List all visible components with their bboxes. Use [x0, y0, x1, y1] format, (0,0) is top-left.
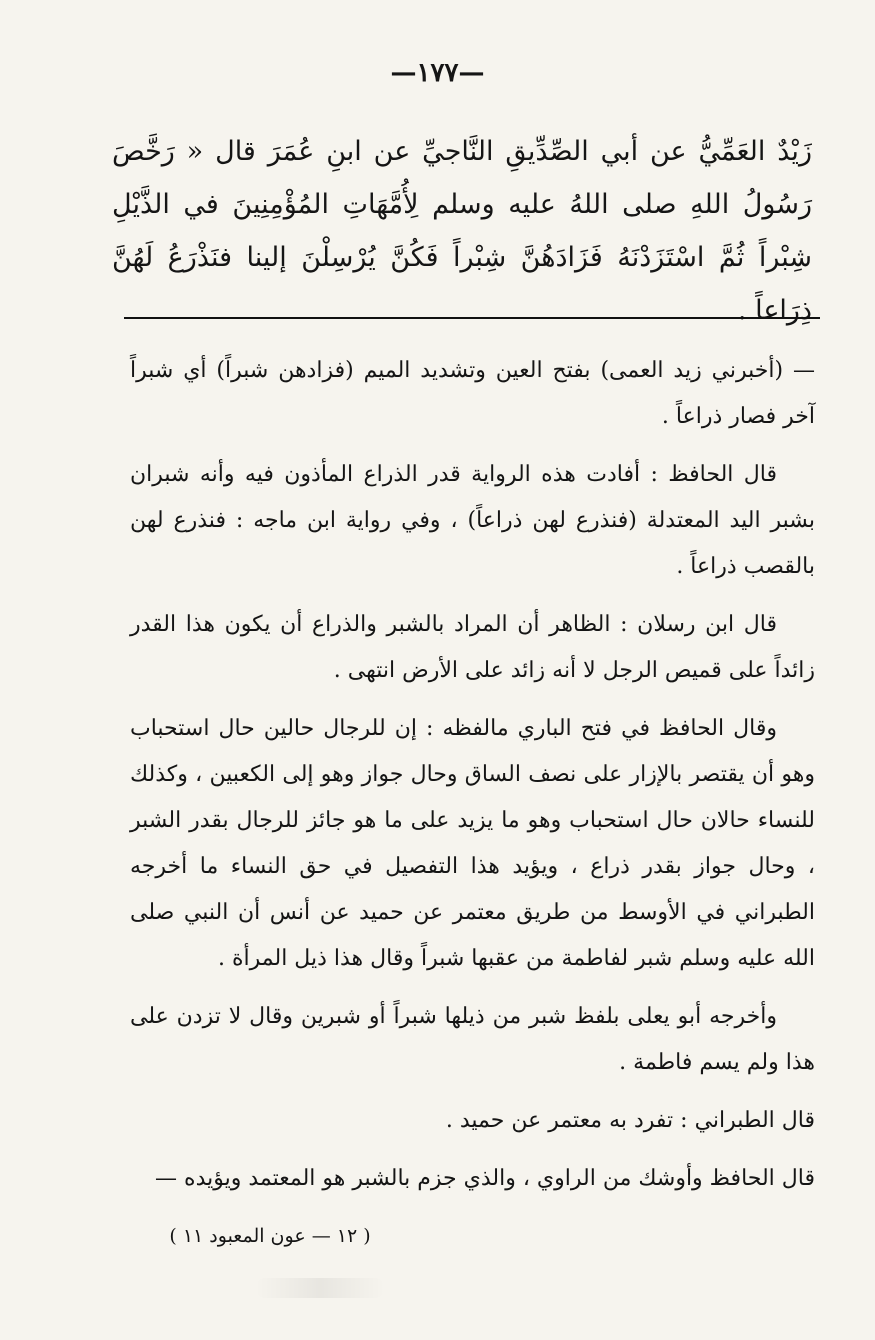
page-number: —١٧٧—	[390, 58, 485, 88]
hadith-text-block	[112, 125, 812, 337]
section-divider	[124, 317, 820, 319]
scan-smudge	[255, 1278, 385, 1298]
signature-mark: ( ١٢ — عون المعبود ١١ )	[169, 1225, 371, 1247]
commentary-paragraph: قال الحافظ وأوشك من الراوي ، والذي جزم بالشبر هو المعتمد ويؤيده —	[155, 1166, 815, 1191]
commentary-paragraph: وأخرجه أبو يعلى بلفظ شبر من ذيلها شبراً أو شبرين وقال لا تزدن على هذا ولم يسم فاطمة .	[130, 1004, 815, 1075]
commentary-block	[130, 348, 815, 1202]
commentary-paragraph: قال ابن رسلان : الظاهر أن المراد بالشبر والذراع أن يكون هذا القدر زائداً على قميص الرجل لا أنه زائد على الأرض انتهى .	[130, 612, 815, 683]
commentary-paragraph: وقال الحافظ في فتح الباري مالفظه : إن للرجال حالين حال استحباب وهو أن يقتصر بالإزار على نصف الساق وحال جواز وهو إلى الكعبين ، وكذلك للنساء حالان حال استحباب وهو ما يزيد على ما هو جائز للرجال بقدر الشبر ، وحال جواز بقدر ذراع ، ويؤيد هذا التفصيل في حق النساء ما أخرجه الطبراني في الأوسط من طريق معتمر عن حميد عن أنس أن النبي صلى الله عليه وسلم شبر لفاطمة من عقبها شبراً وقال هذا ذيل المرأة .	[130, 716, 815, 971]
commentary-paragraph: قال الحافظ : أفادت هذه الرواية قدر الذراع المأذون فيه وأنه شبران بشبر اليد المعتدلة (فنذرع لهن ذراعاً) ، وفي رواية ابن ماجه : فنذرع لهن بالقصب ذراعاً .	[130, 462, 815, 579]
commentary-paragraph: قال الطبراني : تفرد به معتمر عن حميد .	[445, 1108, 815, 1133]
commentary-paragraph: — (أخبرني زيد العمى) بفتح العين وتشديد الميم (فزادهن شبراً) أي شبراً آخر فصار ذراعاً .	[130, 358, 815, 429]
hadith-text: زَيْدٌ العَمِّيُّ عن أبي الصِّدِّيقِ النَّاجيِّ عن ابنِ عُمَرَ قال « رَخَّصَ رَسُولُ اللهِ صلى اللهُ عليه وسلم لِأُمَّهَاتِ المُؤْمِنِينَ في الذَّيْلِ شِبْراً ثُمَّ اسْتَزَدْنَهُ فَزَادَهُنَّ شِبْراً فَكُنَّ يُرْسِلْنَ إلينا فنَذْرَعُ لَهُنَّ ذِرَاعاً .	[112, 136, 812, 326]
